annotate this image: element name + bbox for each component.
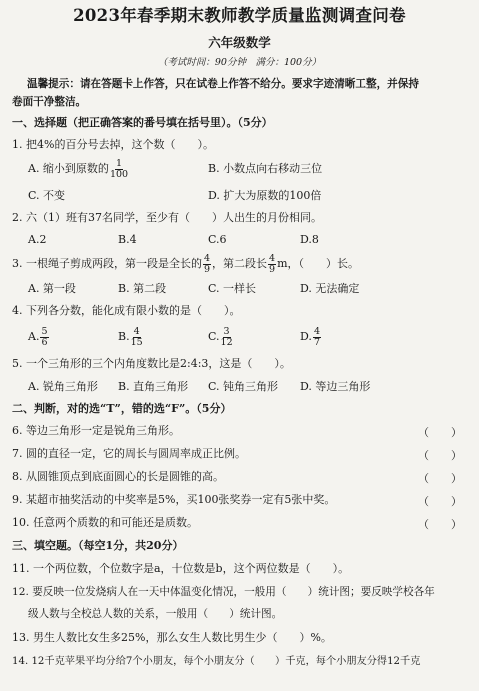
q2-option-a: A.2 <box>28 233 47 246</box>
q1-option-a-text: A. 缩小到原数的 <box>28 162 109 175</box>
exam-info: （考试时间：90分钟 满分：100分） <box>157 57 322 68</box>
q1-option-c: C. 不变 <box>28 189 66 202</box>
q9-answer-paren: （ ） <box>418 495 462 508</box>
q3-text-3: m，（ ）长。 <box>277 257 360 270</box>
fraction-numerator: 4 <box>204 252 211 264</box>
q4-option-a-label: A. <box>28 330 40 343</box>
q3-option-d: D. 无法确定 <box>300 282 360 295</box>
q4-stem: 4. 下列各分数，能化成有限小数的是（ ）。 <box>12 304 241 317</box>
q1-option-a-fraction <box>110 159 128 180</box>
q1-option-d: D. 扩大为原数的100倍 <box>208 189 322 202</box>
fraction-numerator: 5 <box>41 325 48 337</box>
fraction-numerator: 4 <box>313 325 320 337</box>
section-1-heading: 一、选择题（把正确答案的番号填在括号里）。（5分） <box>12 116 273 129</box>
fraction-numerator: 4 <box>269 252 276 264</box>
q5-option-d: D. 等边三角形 <box>300 380 371 393</box>
q9-stem: 9. 某超市抽奖活动的中奖率是5%，买100张奖券一定有5张中奖。 <box>12 493 336 506</box>
q4-option-d-label: D. <box>300 330 312 343</box>
fraction-denominator: 6 <box>41 336 48 348</box>
fraction-denominator: 9 <box>269 263 276 275</box>
q4-option-b <box>118 325 144 349</box>
q2-option-d: D.8 <box>300 233 319 246</box>
q1-stem: 1. 把4%的百分号去掉，这个数（ ）。 <box>12 138 214 151</box>
exam-subtitle: 六年级数学 <box>208 35 271 50</box>
fraction-denominator: 100 <box>109 168 129 180</box>
fraction-denominator: 12 <box>220 336 233 348</box>
q13-stem: 13. 男生人数比女生多25%，那么女生人数比男生少（ ）%。 <box>12 631 332 644</box>
fraction-numerator: 3 <box>223 325 230 337</box>
q5-option-b: B. 直角三角形 <box>118 380 189 393</box>
q8-answer-paren: （ ） <box>418 472 462 485</box>
q4-option-a <box>28 325 50 349</box>
q4-option-b-fraction <box>131 327 143 348</box>
q2-option-b: B.4 <box>118 233 137 246</box>
q12-line-1: 12. 要反映一位发烧病人在一天中体温变化情况，一般用（ ）统计图；要反映学校各年 <box>12 586 435 598</box>
q3-option-c: C. 一样长 <box>208 282 257 295</box>
q3-fraction-2 <box>268 254 276 275</box>
q8-stem: 8. 从圆锥顶点到底面圆心的长是圆锥的高。 <box>12 470 224 483</box>
q12-line-2: 级人数与全校总人数的关系，一般用（ ）统计图。 <box>28 608 283 620</box>
section-2-heading: 二、判断，对的选“T”，错的选“F”。（5分） <box>12 402 232 415</box>
q4-option-c-fraction <box>221 327 233 348</box>
tip-line-2: 卷面干净整洁。 <box>12 96 87 108</box>
q6-answer-paren: （ ） <box>418 426 462 439</box>
q7-stem: 7. 圆的直径一定，它的周长与圆周率成正比例。 <box>12 447 246 460</box>
q2-stem: 2. 六（1）班有37名同学，至少有（ ）人出生的月份相同。 <box>12 211 322 224</box>
q2-option-c: C.6 <box>208 233 227 246</box>
q4-option-c <box>208 325 234 349</box>
q6-stem: 6. 等边三角形一定是锐角三角形。 <box>12 424 180 437</box>
q4-option-c-label: C. <box>208 330 220 343</box>
q3-stem <box>12 252 359 276</box>
q3-text-2: ，第二段长 <box>212 257 268 270</box>
exam-title: 2023年春季期末教师教学质量监测调查问卷 <box>73 6 406 25</box>
fraction-numerator: 4 <box>133 325 140 337</box>
q4-option-a-fraction <box>40 327 48 348</box>
q1-option-b: B. 小数点向右移动三位 <box>208 162 323 175</box>
fraction-numerator: 1 <box>115 157 123 169</box>
q7-answer-paren: （ ） <box>418 449 462 462</box>
q5-option-c: C. 钝角三角形 <box>208 380 279 393</box>
q5-stem: 5. 一个三角形的三个内角度数比是2:4:3，这是（ ）。 <box>12 357 291 370</box>
section-3-heading: 三、填空题。（每空1分，共20分） <box>12 539 184 552</box>
q3-option-a: A. 第一段 <box>28 282 76 295</box>
q4-option-d-fraction <box>313 327 321 348</box>
fraction-denominator: 7 <box>313 336 320 348</box>
fraction-denominator: 9 <box>204 263 211 275</box>
fraction-denominator: 15 <box>130 336 143 348</box>
q10-stem: 10. 任意两个质数的和可能还是质数。 <box>12 516 198 529</box>
q3-text-1: 3. 一根绳子剪成两段，第一段是全长的 <box>12 257 202 270</box>
q3-fraction-1 <box>203 254 211 275</box>
q4-option-b-label: B. <box>118 330 130 343</box>
q10-answer-paren: （ ） <box>418 518 462 531</box>
q5-option-a: A. 锐角三角形 <box>28 380 98 393</box>
q3-option-b: B. 第二段 <box>118 282 167 295</box>
q11-stem: 11. 一个两位数，个位数字是a，十位数是b，这个两位数是（ ）。 <box>12 562 350 575</box>
tip-line-1: 温馨提示：请在答题卡上作答，只在试卷上作答不给分。要求字迹清晰工整，并保持 <box>27 78 419 90</box>
q14-stem: 14. 12千克苹果平均分给7个小朋友，每个小朋友分（ ）千克，每个小朋友分得12千克 <box>12 656 421 667</box>
q4-option-d <box>300 325 322 349</box>
q1-option-a <box>28 158 129 180</box>
